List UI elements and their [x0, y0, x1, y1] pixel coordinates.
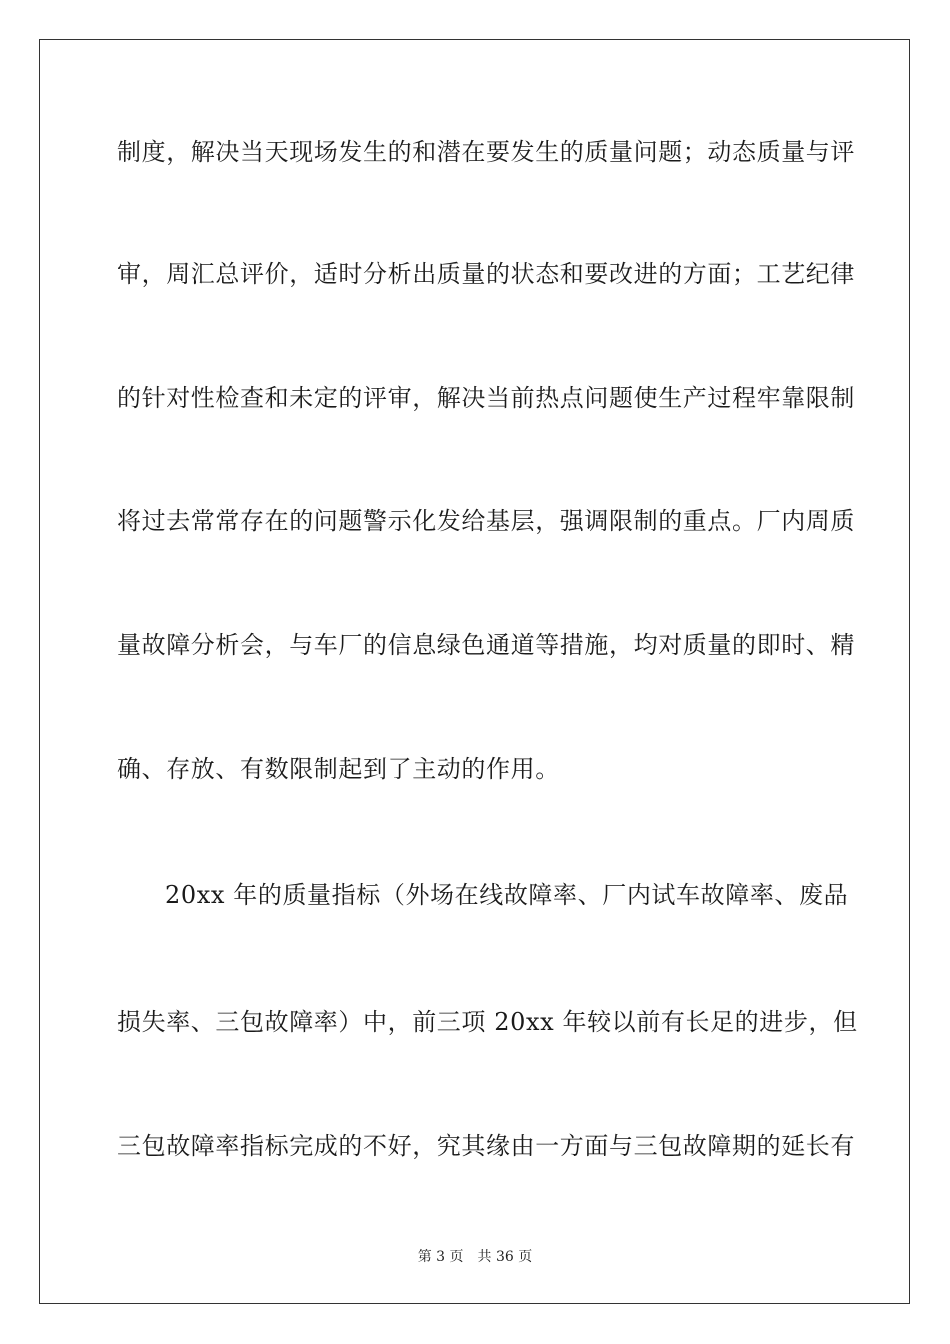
paragraph-first-line: 20xx 年的质量指标（外场在线故障率、厂内试车故障率、废品	[165, 881, 849, 909]
paragraph-line: 损失率、三包故障率）中，前三项 20xx 年较以前有长足的进步，但	[117, 1008, 858, 1036]
paragraph-line: 将过去常常存在的问题警示化发给基层，强调限制的重点。厂内周质	[117, 507, 855, 535]
paragraph-line: 量故障分析会，与车厂的信息绿色通道等措施，均对质量的即时、精	[117, 631, 855, 659]
page-total: 共 36 页	[477, 1249, 533, 1265]
paragraph-line: 的针对性检查和未定的评审，解决当前热点问题使生产过程牢靠限制	[117, 384, 855, 412]
paragraph-line: 审，周汇总评价，适时分析出质量的状态和要改进的方面；工艺纪律	[117, 260, 855, 288]
page-number: 第 3 页	[417, 1249, 464, 1265]
paragraph-line: 确、存放、有数限制起到了主动的作用。	[117, 755, 560, 783]
page-footer	[0, 1248, 950, 1266]
paragraph-line: 三包故障率指标完成的不好，究其缘由一方面与三包故障期的延长有	[117, 1132, 855, 1160]
page-border	[39, 39, 910, 1304]
paragraph-line: 制度，解决当天现场发生的和潜在要发生的质量问题；动态质量与评	[117, 138, 855, 166]
